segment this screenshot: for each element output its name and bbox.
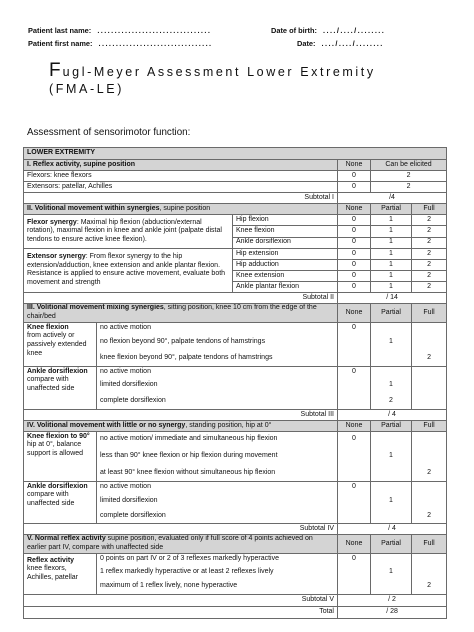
table-row <box>24 171 447 182</box>
subtotal-value[interactable]: / 4 <box>338 523 447 534</box>
section-4-title: IV. Volitional movement with little or no synergy, standing position, hip at 0° <box>24 420 338 431</box>
score-full[interactable]: 2 <box>412 259 447 270</box>
score-partial[interactable]: 1 <box>371 248 412 259</box>
main-header: LOWER EXTREMITY <box>24 148 447 160</box>
page-subtitle: (FMA-LE) <box>49 82 124 96</box>
score-none[interactable]: 0 <box>338 366 371 377</box>
section-2-header <box>24 204 447 215</box>
table-row <box>24 182 447 193</box>
subtotal-value[interactable]: /4 <box>338 193 447 204</box>
col-partial: Partial <box>371 420 412 431</box>
col-none: None <box>338 204 371 215</box>
date-field[interactable]: ..../..../........ <box>321 39 384 48</box>
col-none: None <box>338 303 371 322</box>
score-none[interactable]: 0 <box>338 248 371 259</box>
date-row <box>297 39 384 49</box>
score-full[interactable]: 2 <box>412 465 447 481</box>
subtotal-row <box>24 523 447 534</box>
score-partial[interactable]: 1 <box>371 270 412 281</box>
item-desc: maximum of 1 reflex lively, none hyperactive <box>97 578 338 594</box>
col-partial: Partial <box>371 303 412 322</box>
item-label: Ankle plantar flexion <box>233 281 338 292</box>
col-full: Full <box>412 204 447 215</box>
table-row <box>24 322 447 333</box>
last-name-label: Patient last name: <box>28 26 92 35</box>
dob-label: Date of birth: <box>271 26 317 35</box>
section-1-header <box>24 160 447 171</box>
item-desc: 1 reflex markedly hyperactive or at least 2 reflexes lively <box>97 565 338 578</box>
first-name-label: Patient first name: <box>28 39 93 48</box>
item-desc: no active motion/ immediate and simultaneous hip flexion <box>97 431 338 447</box>
flexor-synergy-description: Flexor synergy: Maximal hip flexion (abduction/external rotation), maximal flexion in knee and ankle joint (palpate distal tendons to ensure active knee flexion). <box>24 215 233 249</box>
subtotal-value[interactable]: / 2 <box>338 594 447 606</box>
row-label: Extensors: patellar, Achilles <box>24 182 338 193</box>
title-rest: ugl-Meyer Assessment Lower Extremity <box>62 65 376 79</box>
score-full[interactable]: 2 <box>412 248 447 259</box>
score-full[interactable]: 2 <box>412 226 447 237</box>
last-name-field[interactable]: ................................. <box>97 26 212 35</box>
score-partial[interactable]: 1 <box>371 237 412 248</box>
section-3-header <box>24 303 447 322</box>
subtotal-value[interactable]: / 4 <box>338 409 447 420</box>
intro-text: Assessment of sensorimotor function: <box>27 127 191 138</box>
item-desc: knee flexion beyond 90°, palpate tendons of hamstrings <box>97 350 338 366</box>
score-none[interactable]: 0 <box>338 259 371 270</box>
date-label: Date: <box>297 39 316 48</box>
table-row <box>24 431 447 447</box>
subtotal-row <box>24 292 447 303</box>
score-none[interactable]: 0 <box>338 322 371 333</box>
item-ankle-dorsiflexion: Ankle dorsiflexion compare with unaffected side <box>24 366 97 409</box>
item-desc: no active motion <box>97 322 338 333</box>
item-knee-flexion: Knee flexion from actively or passively extended knee <box>24 322 97 366</box>
subtotal-value[interactable]: / 14 <box>338 292 447 303</box>
total-value[interactable]: / 28 <box>338 606 447 618</box>
subtotal-row <box>24 193 447 204</box>
item-desc: no active motion <box>97 366 338 377</box>
score-partial[interactable]: 1 <box>371 333 412 350</box>
col-full: Full <box>412 420 447 431</box>
extensor-synergy-description: Extensor synergy: From flexor synergy to the hip extension/adduction, knee extension and ankle plantar flexion. Resistance is applied to ensure active movement, evaluate both movement and strength <box>24 248 233 292</box>
col-partial: Partial <box>371 204 412 215</box>
score-none[interactable]: 0 <box>338 171 371 182</box>
score-partial[interactable]: 1 <box>371 259 412 270</box>
col-none: None <box>338 420 371 431</box>
total-row <box>24 606 447 618</box>
item-label: Knee extension <box>233 270 338 281</box>
col-none: None <box>338 160 371 171</box>
subtotal-label: Subtotal I <box>24 193 338 204</box>
score-full[interactable]: 2 <box>412 237 447 248</box>
score-none[interactable]: 0 <box>338 215 371 226</box>
score-full[interactable]: 2 <box>412 509 447 523</box>
table-row <box>24 248 447 259</box>
patient-last-name-row <box>28 26 211 36</box>
item-reflex-activity: Reflex activity knee flexors, Achilles, patellar <box>24 553 97 594</box>
item-desc: limited dorsiflexion <box>97 493 338 509</box>
item-desc: no flexion beyond 90°, palpate tendons of hamstrings <box>97 333 338 350</box>
row-label: Flexors: knee flexors <box>24 171 338 182</box>
section-5-header <box>24 534 447 553</box>
item-knee-flexion-90: Knee flexion to 90° hip at 0°, balance support is allowed <box>24 431 97 481</box>
item-label: Hip adduction <box>233 259 338 270</box>
subtotal-label: Subtotal V <box>24 594 338 606</box>
item-desc: complete dorsiflexion <box>97 393 338 409</box>
score-elicited[interactable]: 2 <box>371 182 447 193</box>
score-full[interactable]: 2 <box>412 270 447 281</box>
table-row <box>24 553 447 565</box>
table-row <box>24 481 447 493</box>
item-label: Hip extension <box>233 248 338 259</box>
fma-le-table <box>23 147 447 619</box>
score-elicited[interactable]: 2 <box>371 171 447 182</box>
score-none[interactable]: 0 <box>338 431 371 447</box>
subtotal-label: Subtotal II <box>24 292 338 303</box>
subtotal-row <box>24 594 447 606</box>
score-none[interactable]: 0 <box>338 237 371 248</box>
score-partial[interactable]: 1 <box>371 215 412 226</box>
date-of-birth-row <box>271 26 385 36</box>
col-none: None <box>338 534 371 553</box>
item-ankle-dorsiflexion-standing: Ankle dorsiflexion compare with unaffected side <box>24 481 97 523</box>
score-full[interactable]: 2 <box>371 393 412 409</box>
item-desc: no active motion <box>97 481 338 493</box>
score-none[interactable]: 0 <box>338 481 371 493</box>
score-partial[interactable]: 1 <box>371 493 412 509</box>
item-desc: 0 points on part IV or 2 of 3 reflexes markedly hyperactive <box>97 553 338 565</box>
col-full: Full <box>412 534 447 553</box>
section-4-header <box>24 420 447 431</box>
score-partial[interactable]: 1 <box>371 281 412 292</box>
subtotal-row <box>24 409 447 420</box>
dob-field[interactable]: ..../..../........ <box>323 26 386 35</box>
score-none[interactable]: 0 <box>338 270 371 281</box>
item-desc: at least 90° knee flexion without simultaneous hip flexion <box>97 465 338 481</box>
page-title <box>49 60 376 82</box>
title-initial: F <box>49 60 63 81</box>
score-full[interactable]: 2 <box>412 578 447 594</box>
main-header-row <box>24 148 447 160</box>
score-partial[interactable]: 1 <box>371 447 412 465</box>
table-row <box>24 366 447 377</box>
item-label: Ankle dorsiflexion <box>233 237 338 248</box>
col-can-be-elicited: Can be elicited <box>371 160 447 171</box>
col-full: Full <box>412 303 447 322</box>
score-partial[interactable]: 1 <box>371 377 412 393</box>
score-partial[interactable]: 1 <box>371 565 412 578</box>
score-none[interactable]: 0 <box>338 182 371 193</box>
score-none[interactable]: 0 <box>338 553 371 565</box>
item-desc: less than 90° knee flexion or hip flexion during movement <box>97 447 338 465</box>
score-none[interactable]: 0 <box>338 226 371 237</box>
table-row <box>24 215 447 226</box>
section-3-title: III. Volitional movement mixing synergies, sitting position, knee 10 cm from the edge of the chair/bed <box>24 303 338 322</box>
section-1-title: I. Reflex activity, supine position <box>24 160 338 171</box>
item-desc: limited dorsiflexion <box>97 377 338 393</box>
subtotal-label: Subtotal III <box>24 409 338 420</box>
score-full[interactable]: 2 <box>412 350 447 366</box>
score-partial[interactable]: 1 <box>371 226 412 237</box>
col-partial: Partial <box>371 534 412 553</box>
subtotal-label: Subtotal IV <box>24 523 338 534</box>
patient-first-name-row <box>28 39 213 49</box>
item-desc: complete dorsiflexion <box>97 509 338 523</box>
score-none[interactable]: 0 <box>338 281 371 292</box>
item-label: Knee flexion <box>233 226 338 237</box>
item-label: Hip flexion <box>233 215 338 226</box>
total-label: Total <box>24 606 338 618</box>
first-name-field[interactable]: ................................. <box>98 39 213 48</box>
score-full[interactable]: 2 <box>412 281 447 292</box>
section-5-title: V. Normal reflex activity supine position, evaluated only if full score of 4 points achieved on earlier part IV, compare with unaffected side <box>24 534 338 553</box>
score-full[interactable]: 2 <box>412 215 447 226</box>
section-2-title: II. Volitional movement within synergies, supine position <box>24 204 338 215</box>
